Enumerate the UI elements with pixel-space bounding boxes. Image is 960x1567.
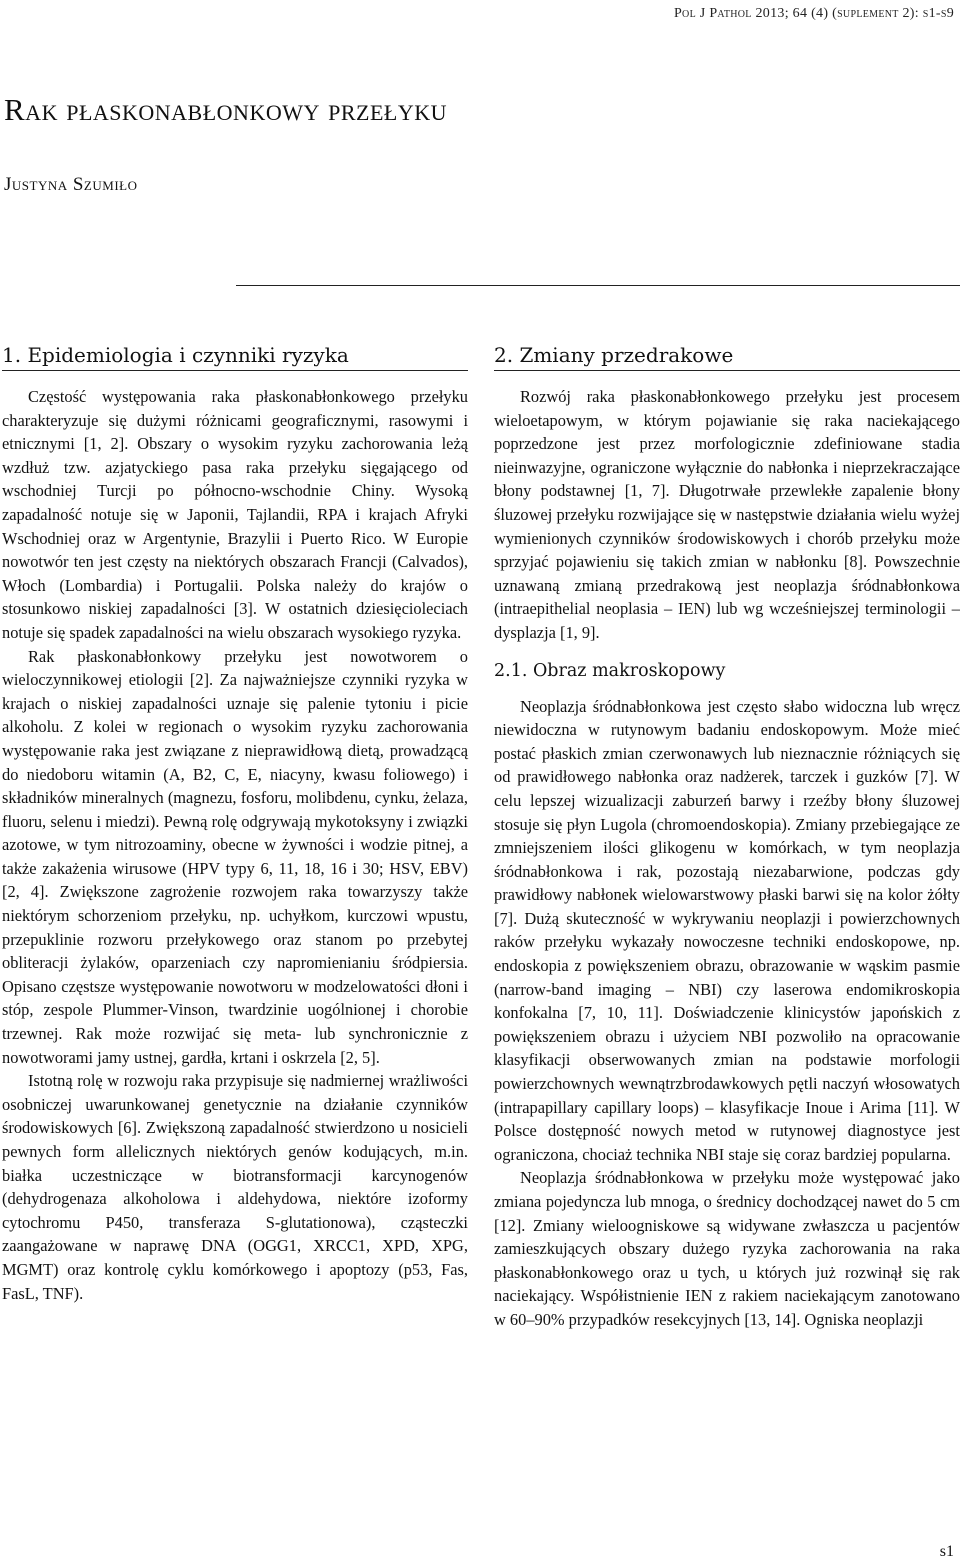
subsection-heading-macroscopic: 2.1. Obraz makroskopowy bbox=[494, 660, 726, 681]
article-title: Rak płaskonabłonkowy przełyku bbox=[4, 92, 448, 127]
author-name: Justyna Szumiło bbox=[4, 174, 138, 195]
paragraph: Rozwój raka płaskonabłonkowego przełyku jest procesem wieloetapowym, w którym pojawianie się raka naciekającego poprzedzone jest przez morfologicznie zdefiniowane stadia nieinwazyjne, ograniczone wyłącznie do nabłonka i nieprzekraczające błony podstawnej [1, 7]. Długotrwałe przewlekłe zapalenie błony śluzowej przełyku rozwijające się w następstwie działania wielu wyżej wymienionych czynników środowiskowych i chorób przełyku może sprzyjać pojawieniu się takich zmian w nabłonku [8]. Powszechnie uznawaną zmianą przedrakową jest neoplazja śródnabłonkowa (intraepithelial neoplasia – IEN) lub wg wcześniejszej terminologii – dysplazja [1, 9]. bbox=[494, 387, 960, 642]
section-heading-precancerous: 2. Zmiany przedrakowe bbox=[494, 342, 960, 371]
paragraph: Neoplazja śródnabłonkowa w przełyku może występować jako zmiana pojedyncza lub mnoga, o średnicy dochodzącej nawet do 5 cm [12]. Zmiany wieloogniskowe są widywane zwłaszcza u pacjentów zamieszkujących obszary dużego ryzyka zachorowania na raka płaskonabłonkowego oraz u tych, u których już rozwinął się rak naciekający. Współistnienie IEN z rakiem naciekającym zanotowano w 60–90% przypadków resekcyjnych [13, 14]. Ogniska neoplazji bbox=[494, 1168, 960, 1329]
right-column bbox=[494, 342, 960, 1332]
running-head: Pol J Pathol 2013; 64 (4) (suplement 2): s1-s9 bbox=[673, 6, 954, 21]
paragraph: Częstość występowania raka płaskonabłonkowego przełyku charakteryzuje się dużymi różnicami geograficznymi, rasowymi i etnicznymi [1, 2]. Obszary o wysokim ryzyku zachorowania leżą wzdłuż tzw. azjatyckiego pasa raka przełyku sięgającego od wschodniej Turcji po północno-wschodnie Chiny. Wysoką zapadalność notuje się w Japonii, Tajlandii, RPA i krajach Afryki Wschodniej oraz w Argentynie, Brazylii i Puerto Rico. W Europie nowotwór ten jest częsty na niektórych obszarach Francji (Calvados), Włoch (Lombardia) i Portugalii. Polska należy do krajów o stosunkowo niskiej zapadalności [3]. W ostatnich dziesięcioleciach notuje się spadek zapadalności na wielu obszarach wysokiego ryzyka. bbox=[2, 387, 468, 642]
paragraph: Rak płaskonabłonkowy przełyku jest nowotworem o wieloczynnikowej etiologii [2]. Za najważniejsze czynniki ryzyka w krajach o niskiej zapadalności uznaje się palenie tytoniu i picie alkoholu. Z kolei w regionach o wysokim ryzyku zachorowania występowanie raka jest związane z nieprawidłową dietą, prowadzącą do niedoboru witamin (A, B2, C, E, niacyny, kwasu foliowego) i składników mineralnych (magnezu, fosforu, molibdenu, cynku, żelaza, fluoru, selenu i miedzi). Pewną rolę odgrywają mykotoksyny i związki azotowe, w tym nitrozoaminy, obecne w żywności i wodzie pitnej, a także zakażenia wirusowe (HPV typy 6, 11, 18, 16 i 30; HSV, EBV) [2, 4]. Zwiększone zagrożenie rozwojem raka towarzyszy także niektórym schorzeniom przełyku, np. uchyłkom, kurczowi wpustu, przepuklinie rozworu przełykowego oraz stanom po przebytej obliteracji żylaków, oparzeniach czy napromienianiu śródpiersia. Opisano częstsze występowanie nowotworu w modzelowatości dłoni i stóp, zespole Plummer-Vinson, twardzinie uogólnionej i chorobie trzewnej. Rak może rozwijać się meta- lub synchronicznie z nowotworami jamy ustnej, gardła, krtani i oskrzela [2, 5]. bbox=[2, 646, 468, 1067]
paragraph: Istotną rolę w rozwoju raka przypisuje się nadmiernej wrażliwości osobniczej uwarunkowanej genetycznie na działanie czynników środowiskowych [6]. Zwiększoną zapadalność stwierdzono u nosicieli pewnych form allelicznych niektórych genów kodujących, m.in. białka uczestniczące w biotransformacji karcynogenów (dehydrogenaza alkoholowa i aldehydowa, niektóre izoformy cytochromu P450, transferaza S-glutationowa), cząsteczki zaangażowane w naprawę DNA (OGG1, XRCC1, XPD, XPG, MGMT) oraz kontrolę cyklu komórkowego i apoptozy (p53, Fas, FasL, TNF). bbox=[2, 1071, 468, 1303]
paragraph: Neoplazja śródnabłonkowa jest często słabo widoczna lub wręcz niewidoczna w rutynowym badaniu endoskopowym. Może mieć postać płaskich zmian czerwonawych lub nieznacznie różniących się od prawidłowego nabłonka oraz nadżerek, tarczek i guzków [7]. W celu lepszej wizualizacji zaburzeń barwy i rzeźby błony śluzowej stosuje się płyn Lugola (chromoendoskopia). Zmiany przebiegające ze zmniejszeniem ilości glikogenu w komórkach, w tym neoplazja śródnabłonkowa i rak, pozostają niezabarwione, podczas gdy prawidłowy nabłonek wielowarstwowy płaski barwi się na kolor żółty [7]. Dużą skuteczność w wykrywaniu neoplazji i powierzchownych raków przełyku wykazały nowoczesne techniki endoskopowe, np. endoskopia z powiększeniem obrazu, obrazowanie w wąskim pasmie (narrow-band imaging – NBI) czy laserowa endomikroskopia konfokalna [7, 10, 11]. Doświadczenie klinicystów japońskich z powiększeniem obrazu i użyciem NBI pozwoliło na opracowanie klasyfikacji obserwowanych zmian na podstawie morfologii powierzchownych wewnątrzbrodawkowych pętli naczyń włosowatych (intrapapillary capillary loops) – klasyfikacje Inoue i Arima [11]. W Polsce dostępność nowych metod w rutynowej diagnostyce jest ograniczona, chociaż technika NBI staje się coraz bardziej popularna. bbox=[494, 696, 960, 1164]
page-number: s1 bbox=[939, 1543, 954, 1560]
header-divider bbox=[236, 285, 960, 286]
left-column bbox=[2, 342, 468, 1305]
section-heading-epidemiology: 1. Epidemiologia i czynniki ryzyka bbox=[2, 342, 468, 371]
